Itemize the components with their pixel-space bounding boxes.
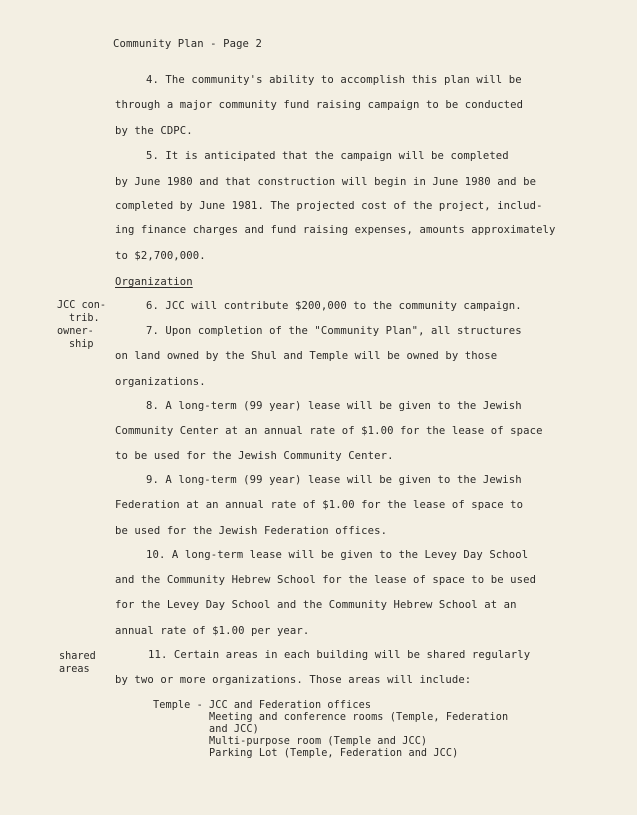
para-9-line-2: Federation at an annual rate of $1.00 for the lease of space to [115, 499, 524, 511]
temple-list-item: JCC and Federation offices [209, 700, 372, 711]
margin-note-line: areas [59, 664, 90, 675]
para-4-line-1: 4. The community's ability to accomplish this plan will be [146, 74, 522, 86]
margin-note-line: ship [69, 339, 94, 350]
margin-note-line: JCC con- [57, 300, 107, 311]
para-10-line-2: and the Community Hebrew School for the lease of space to be used [115, 574, 537, 586]
temple-list-label: Temple - [153, 700, 203, 711]
para-4-line-2: through a major community fund raising campaign to be conducted [115, 99, 524, 111]
temple-list-item: Multi-purpose room (Temple and JCC) [209, 736, 428, 747]
temple-list-item: Parking Lot (Temple, Federation and JCC) [209, 748, 459, 759]
section-heading-organization: Organization [115, 276, 193, 288]
para-10-line-3: for the Levey Day School and the Community Hebrew School at an [115, 599, 517, 611]
para-10-line-4: annual rate of $1.00 per year. [115, 625, 310, 637]
margin-note-line: shared [59, 651, 96, 662]
temple-list-item: Meeting and conference rooms (Temple, Federation [209, 712, 509, 723]
para-11-line-1: 11. Certain areas in each building will be shared regularly [148, 649, 531, 661]
para-11-line-2: by two or more organizations. Those areas will include: [115, 674, 472, 686]
para-4-line-3: by the CDPC. [115, 125, 193, 137]
margin-note-line: trib. [69, 313, 100, 324]
para-8-line-1: 8. A long-term (99 year) lease will be given to the Jewish [146, 400, 522, 412]
para-8-line-2: Community Center at an annual rate of $1.00 for the lease of space [115, 425, 543, 437]
para-8-line-3: to be used for the Jewish Community Center. [115, 450, 394, 462]
margin-note-line: owner- [57, 326, 94, 337]
para-7-line-2: on land owned by the Shul and Temple will be owned by those [115, 350, 498, 362]
para-5-line-4: ing finance charges and fund raising expenses, amounts approximately [115, 224, 556, 236]
temple-list-item: and JCC) [209, 724, 259, 735]
page-header: Community Plan - Page 2 [113, 38, 262, 50]
para-5-line-5: to $2,700,000. [115, 250, 206, 262]
para-9-line-1: 9. A long-term (99 year) lease will be given to the Jewish [146, 474, 522, 486]
para-5-line-2: by June 1980 and that construction will begin in June 1980 and be [115, 176, 537, 188]
para-6-line-1: 6. JCC will contribute $200,000 to the community campaign. [146, 300, 522, 312]
para-5-line-3: completed by June 1981. The projected cost of the project, includ- [115, 200, 543, 212]
para-5-line-1: 5. It is anticipated that the campaign will be completed [146, 150, 509, 162]
para-7-line-3: organizations. [115, 376, 206, 388]
para-9-line-3: be used for the Jewish Federation offices. [115, 525, 388, 537]
para-10-line-1: 10. A long-term lease will be given to the Levey Day School [146, 549, 529, 561]
para-7-line-1: 7. Upon completion of the "Community Plan", all structures [146, 325, 522, 337]
